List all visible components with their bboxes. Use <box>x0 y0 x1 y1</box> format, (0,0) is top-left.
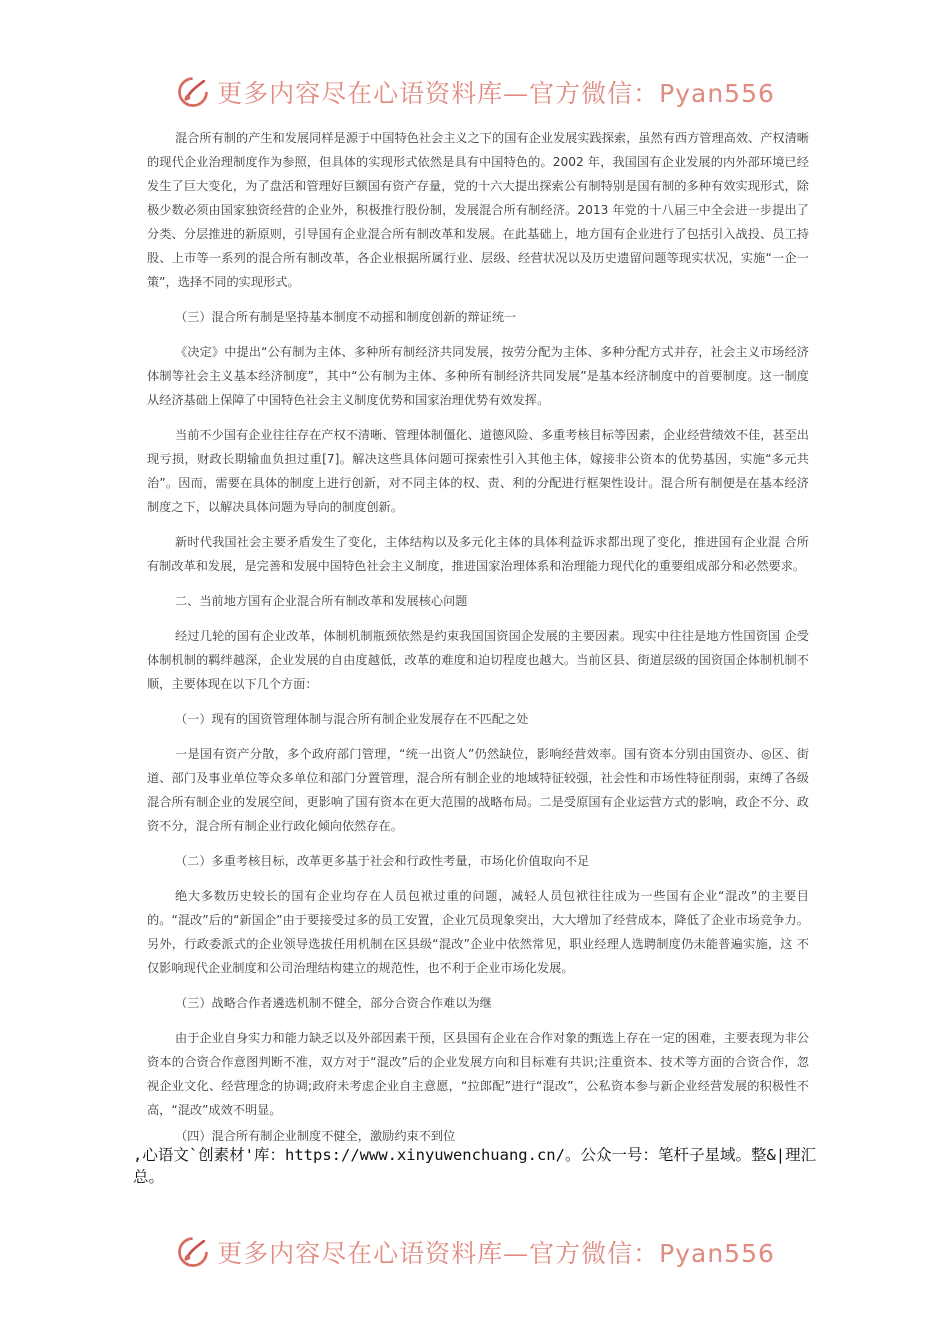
section-heading: 二、当前地方国有企业混合所有制改革和发展核心问题 <box>175 594 468 608</box>
brush-swirl-logo-icon <box>175 1234 211 1270</box>
source-note: ,心语文`创素材'库：https://www.xinyuwenchuang.cn/。公众一号：笔杆子星域。整&|理汇总。 <box>133 1146 817 1186</box>
body-paragraph: 当前不少国有企业往往存在产权不清晰、管理体制僵化、道德风险、多重考核目标等因素，企业经营绩效不佳，甚至出现亏损，财政长期输血负担过重[7]。解决这些具体问题可探索性引入其他主体，嫁接非公资本的优势基因，实施“多元共治”。因而，需要在具体的制度上进行创新，对不同主体的权、责、利的分配进行框架性设计。混合所有制便是在基本经济制度之下，以解决具体问题为导向的制度创新。 <box>147 428 809 514</box>
banner-text: 更多内容尽在心语资料库—官方微信：Pyan556 <box>217 1239 775 1268</box>
body-paragraph: 绝大多数历史较长的国有企业均存在人员包袱过重的问题，减轻人员包袱往往成为一些国有企业“混改”的主要目 的。“混改”后的“新国企”由于要接受过多的员工安置，企业冗员现象突出，大大增加了经营成本，降低了企业市场竞争力。另外，行政委派式的企业领导选拔任用机制在区县级“混改”企业中依然常见，职业经理人选聘制度仍未能普遍实施，这 不仅影响现代企业制度和公司治理结构建立的规范性，也不利于企业市场化发展。 <box>147 889 809 975</box>
body-paragraph: 经过几轮的国有企业改革，体制机制瓶颈依然是约束我国国资国企发展的主要因素。现实中往往是地方性国资国 企受体制机制的羁绊越深，企业发展的自由度越低，改革的难度和迫切程度也越大。当前区县、街道层级的国资国企体制机制不顺，主要体现在以下几个方面： <box>147 629 809 691</box>
header-banner <box>0 72 950 112</box>
body-paragraph: 由于企业自身实力和能力缺乏以及外部因素干预，区县国有企业在合作对象的甄选上存在一定的困难，主要表现为非公资本的合资合作意图判断不准，双方对于“混改”后的企业发展方向和目标难有共识;注重资本、技术等方面的合资合作，忽视企业文化、经营理念的协调;政府未考虑企业自主意愿，“拉郎配”进行“混改”，公私资本参与新企业经营发展的积极性不高，“混改”成效不明显。 <box>147 1031 809 1117</box>
body-paragraph: 一是国有资产分散，多个政府部门管理，“统一出资人”仍然缺位，影响经营效率。国有资本分别由国资办、◎区、街道、部门及事业单位等众多单位和部门分置管理，混合所有制企业的地域特征较强，社会性和市场性特征削弱，束缚了各级混合所有制企业的发展空间，更影响了国有资本在更大范围的战略布局。二是受原国有企业运营方式的影响，政企不分、政资不分，混合所有制企业行政化倾向依然存在。 <box>147 747 809 833</box>
section-heading: （二）多重考核目标，改革更多基于社会和行政性考量，市场化价值取向不足 <box>175 854 590 868</box>
body-paragraph: 混合所有制的产生和发展同样是源于中国特色社会主义之下的国有企业发展实践探索，虽然有西方管理高效、产权清晰的现代企业治理制度作为参照，但具体的实现形式依然是具有中国特色的。2002 年，我国国有企业发展的内外部环境已经发生了巨大变化，为了盘活和管理好巨额国有资产存量，党的十六大提出探索公有制特别是国有制的多种有效实现形式，除极少数必须由国家独资经营的企业外，积极推行股份制，发展混合所有制经济。2013 年党的十八届三中全会进一步提出了分类、分层推进的新原则，引导国有企业混合所有制改革和发展。在此基础上，地方国有企业进行了包括引入战投、员工持股、上市等一系列的混合所有制改革，各企业根据所属行业、层级、经营状况以及历史遗留问题等现实状况，实施“一企一策”，选择不同的实现形式。 <box>147 131 809 289</box>
section-heading: （一）现有的国资管理体制与混合所有制企业发展存在不匹配之处 <box>175 712 529 726</box>
body-paragraph: 《决定》中提出“公有制为主体、多种所有制经济共同发展，按劳分配为主体、多种分配方式并存，社会主义市场经济体制等社会主义基本经济制度”，其中“公有制为主体、多种所有制经济共同发展”是基本经济制度中的首要制度。这一制度从经济基础上保障了中国特色社会主义制度优势和国家治理优势有效发挥。 <box>147 345 809 407</box>
banner-text: 更多内容尽在心语资料库—官方微信：Pyan556 <box>217 79 775 108</box>
section-heading: （三）混合所有制是坚持基本制度不动摇和制度创新的辩证统一 <box>175 310 517 324</box>
body-paragraph: 新时代我国社会主要矛盾发生了变化，主体结构以及多元化主体的具体利益诉求都出现了变化，推进国有企业混 合所有制改革和发展，是完善和发展中国特色社会主义制度，推进国家治理体系和治理能力现代化的重要组成部分和必然要求。 <box>147 535 809 573</box>
article-body <box>147 126 809 1133</box>
footer-banner <box>0 1232 950 1272</box>
section-heading-last: （四）混合所有制企业制度不健全，激励约束不到位 <box>175 1129 456 1143</box>
section-heading: （三）战略合作者遴选机制不健全，部分合资合作难以为继 <box>175 996 492 1010</box>
brush-swirl-logo-icon <box>175 74 211 110</box>
